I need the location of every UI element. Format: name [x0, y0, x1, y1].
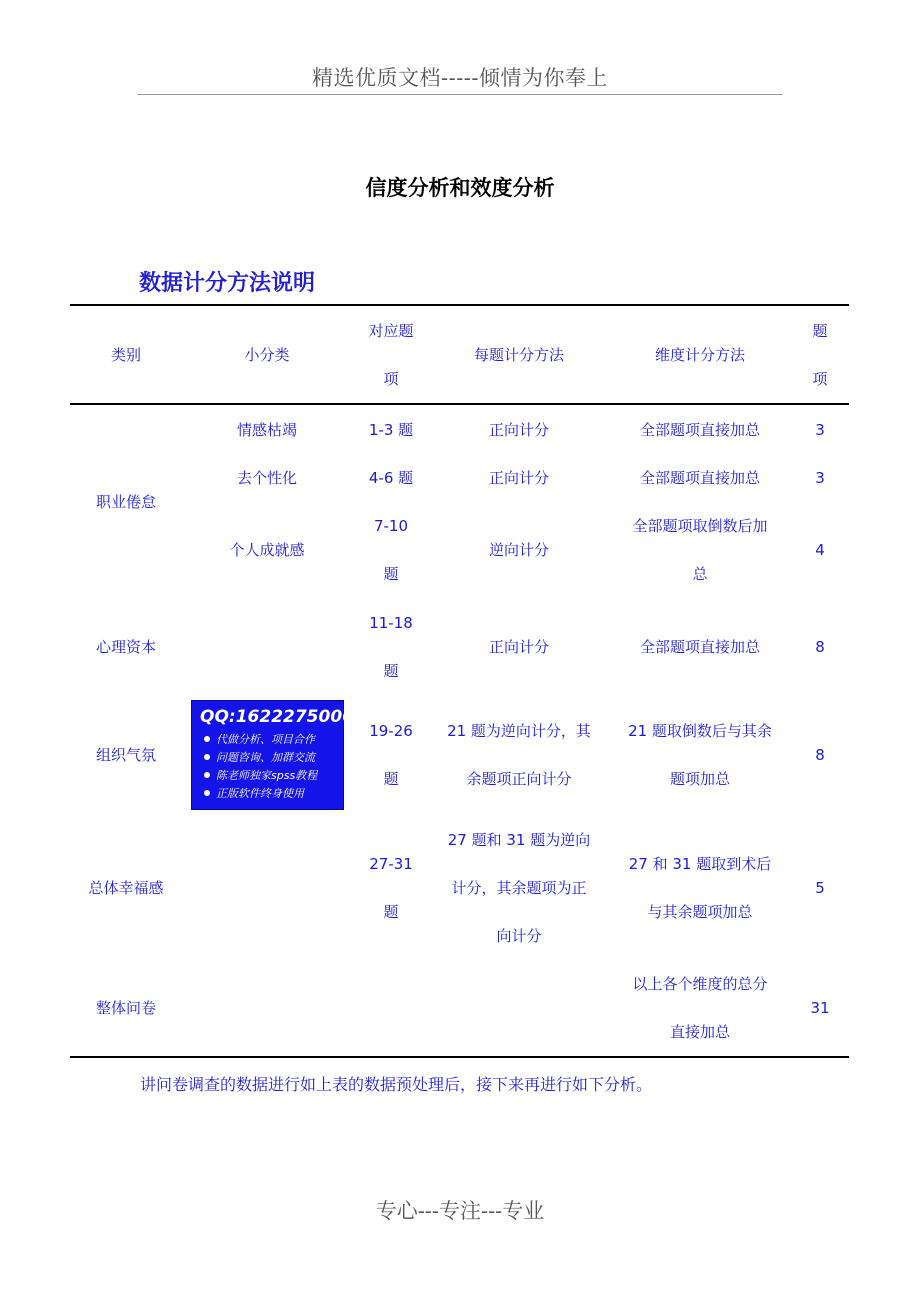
header-dimension-scoring: 维度计分方法 — [654, 346, 745, 364]
cell-items-line1: 27-31 — [369, 855, 413, 873]
cell-dimension-scoring-line1: 以上各个维度的总分 — [632, 975, 768, 993]
cell-dimension-scoring-line2: 与其余题项加总 — [647, 903, 753, 921]
cell-items-line1: 11-18 — [369, 614, 413, 632]
cell-item-scoring: 逆向计分 — [488, 541, 549, 559]
cell-item-scoring-line1: 21 题为逆向计分，其 — [447, 722, 591, 740]
table-bottom-rule — [70, 1056, 849, 1058]
ad-qq-number: QQ:1622275006 — [200, 707, 354, 727]
cell-category: 职业倦怠 — [95, 493, 156, 511]
header-items-line2: 项 — [383, 370, 399, 388]
header-subcategory: 小分类 — [244, 346, 290, 364]
cell-items-line2: 题 — [383, 903, 399, 921]
ad-line: 正版软件终身使用 — [204, 787, 304, 801]
cell-subcategory: 去个性化 — [236, 469, 297, 487]
cell-dimension-scoring: 全部题项直接加总 — [639, 421, 760, 439]
cell-item-scoring-line3: 向计分 — [496, 927, 542, 945]
cell-count: 5 — [815, 879, 825, 897]
ad-line: 代做分析、项目合作 — [204, 733, 315, 747]
cell-category: 心理资本 — [95, 638, 156, 656]
page-footer: 专心---专注---专业 — [375, 1199, 545, 1223]
cell-dimension-scoring-line2: 总 — [692, 565, 708, 583]
cell-dimension-scoring: 全部题项直接加总 — [639, 638, 760, 656]
cell-items-line2: 题 — [383, 565, 399, 583]
cell-count: 4 — [815, 541, 825, 559]
cell-dimension-scoring-line1: 21 题取倒数后与其余 — [628, 722, 772, 740]
cell-items-line1: 19-26 — [369, 722, 413, 740]
header-category: 类别 — [110, 346, 141, 364]
header-divider — [137, 94, 783, 95]
cell-dimension-scoring-line1: 全部题项取倒数后加 — [632, 517, 768, 535]
cell-count: 31 — [810, 999, 830, 1017]
cell-item-scoring-line1: 27 题和 31 题为逆向 — [447, 831, 591, 849]
cell-dimension-scoring-line1: 27 和 31 题取到术后 — [628, 855, 772, 873]
bullet-icon — [204, 754, 210, 760]
table-header-rule — [70, 403, 849, 405]
cell-count: 3 — [815, 421, 825, 439]
body-note: 讲问卷调查的数据进行如上表的数据预处理后，接下来再进行如下分析。 — [140, 1075, 653, 1094]
section-title: 数据计分方法说明 — [139, 271, 316, 296]
cell-category: 总体幸福感 — [88, 879, 164, 897]
cell-item-scoring: 正向计分 — [488, 638, 549, 656]
bullet-icon — [204, 772, 210, 778]
cell-items-line2: 题 — [383, 770, 399, 788]
cell-items-line2: 题 — [383, 662, 399, 680]
cell-item-scoring-line2: 余题项正向计分 — [466, 770, 572, 788]
qq-advertisement — [191, 700, 354, 810]
cell-items-line1: 7-10 — [373, 517, 409, 535]
cell-item-scoring-line2: 计分，其余题项为正 — [451, 879, 587, 897]
cell-items: 4-6 题 — [368, 469, 414, 487]
bullet-icon — [204, 790, 210, 796]
ad-line: 问题咨询、加群交流 — [204, 751, 315, 765]
cell-item-scoring: 正向计分 — [488, 421, 549, 439]
bullet-icon — [204, 736, 210, 742]
header-count-line2: 项 — [812, 370, 828, 388]
page-header: 精选优质文档-----倾情为你奉上 — [312, 66, 608, 90]
cell-count: 3 — [815, 469, 825, 487]
ad-line: 陈老师独家spss教程 — [204, 769, 317, 783]
document-title: 信度分析和效度分析 — [365, 176, 555, 200]
header-items-line1: 对应题 — [368, 322, 414, 340]
cell-count: 8 — [815, 638, 825, 656]
cell-count: 8 — [815, 746, 825, 764]
header-item-scoring: 每题计分方法 — [473, 346, 564, 364]
cell-items: 1-3 题 — [368, 421, 414, 439]
cell-subcategory: 个人成就感 — [229, 541, 305, 559]
cell-category: 整体问卷 — [95, 999, 156, 1017]
cell-dimension-scoring-line2: 题项加总 — [669, 770, 730, 788]
table-top-rule — [70, 304, 849, 306]
cell-item-scoring: 正向计分 — [488, 469, 549, 487]
cell-dimension-scoring: 全部题项直接加总 — [639, 469, 760, 487]
header-count-line1: 题 — [812, 322, 828, 340]
cell-dimension-scoring-line2: 直接加总 — [669, 1023, 730, 1041]
cell-subcategory: 情感枯竭 — [236, 421, 297, 439]
cell-category: 组织气氛 — [95, 746, 156, 764]
